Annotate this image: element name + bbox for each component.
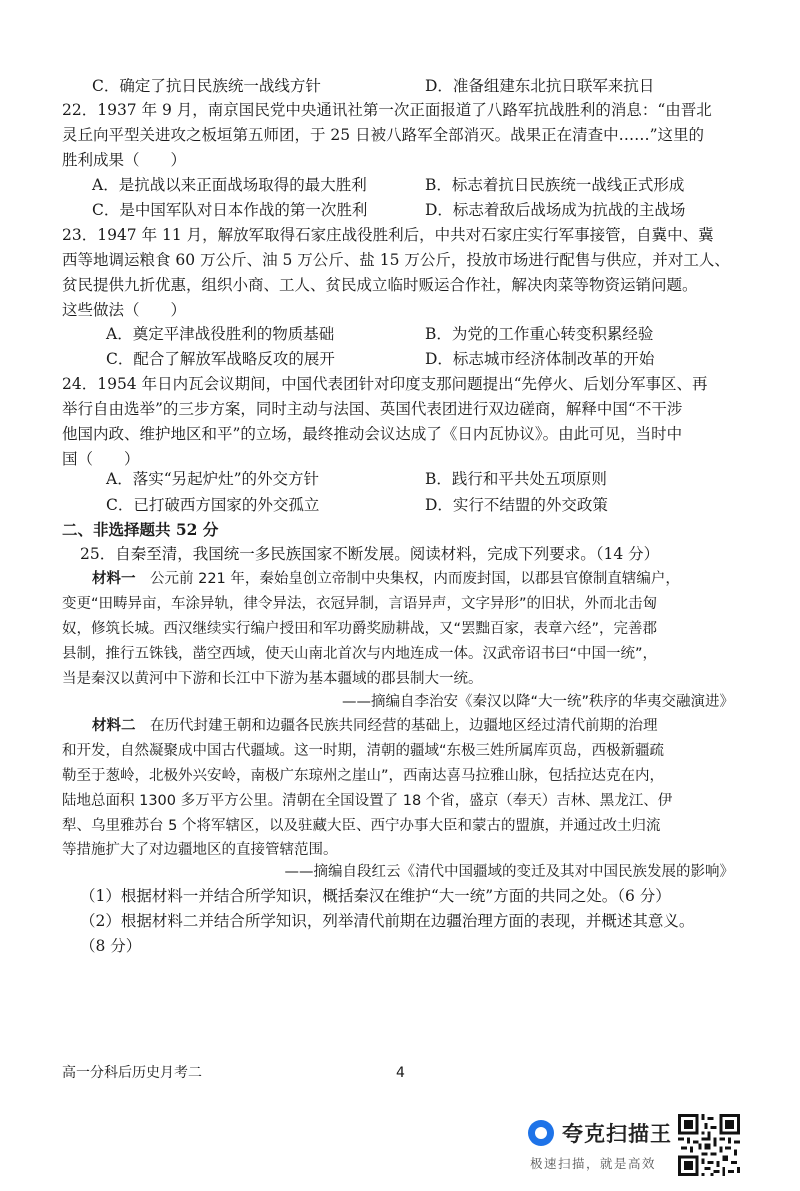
q24-stem-line-1: 24．1954 年日内瓦会议期间，中国代表团针对印度支那问题提出“先停火、后划分军事区、再 — [62, 375, 708, 393]
q22-option-a: A．是抗战以来正面战场取得的最大胜利 — [92, 176, 367, 194]
q24-option-a: A．落实“另起炉灶”的外交方针 — [106, 470, 320, 488]
q24-stem-line-4: 国（ ） — [62, 450, 140, 468]
q23-option-c: C．配合了解放军战略反攻的展开 — [106, 350, 335, 368]
q25-subquestion-2-points: （8 分） — [80, 937, 142, 955]
q23-option-a: A．奠定平津战役胜利的物质基础 — [106, 325, 335, 343]
material-1-label: 材料一 — [92, 571, 136, 587]
q22-option-c: C．是中国军队对日本作战的第一次胜利 — [92, 201, 368, 219]
q25-subquestion-2: （2）根据材料二并结合所学知识，列举清代前期在边疆治理方面的表现，并概述其意义。 — [80, 912, 695, 930]
q23-option-b: B．为党的工作重心转变积累经验 — [425, 325, 654, 343]
material-2-line-6: 等措施扩大了对边疆地区的直接管辖范围。 — [62, 842, 338, 858]
material-2-source: ——摘编自段红云《清代中国疆域的变迁及其对中国民族发展的影响》 — [284, 864, 734, 880]
material-1-line-1 — [92, 567, 680, 591]
q23-stem-line-3: 贫民提供九折优惠，组织小商、工人、贫民成立临时贩运合作社，解决肉菜等物资运销问题。 — [62, 276, 698, 294]
q22-stem-line-2: 灵丘向平型关进攻之板垣第五师团，于 25 日被八路军全部消灭。战果正在清查中……”这里的 — [62, 126, 705, 144]
material-2-line-2: 和开发，自然凝聚成中国古代疆域。这一时期，清朝的疆域“东极三姓所属库页岛，西极新疆疏 — [62, 743, 665, 759]
q24-option-c: C．已打破西方国家的外交孤立 — [106, 496, 320, 514]
q25-intro: 25．自秦至清，我国统一多民族国家不断发展。阅读材料，完成下列要求。（14 分） — [80, 545, 660, 563]
material-2-text: 在历代封建王朝和边疆各民族共同经营的基础上，边疆地区经过清代前期的治理 — [135, 718, 658, 734]
material-1-source: ——摘编自李治安《秦汉以降“大一统”秩序的华夷交融演进》 — [341, 694, 734, 710]
material-1-line-5: 当是秦汉以黄河中下游和长江中下游为基本疆域的郡县制大一统。 — [62, 671, 483, 687]
q22-option-d: D．标志着敌后战场成为抗战的主战场 — [425, 201, 686, 219]
q23-stem-line-2: 西等地调运粮食 60 万公斤、油 5 万公斤、盐 15 万公斤，投放市场进行配售与供应，并对工人、 — [62, 251, 730, 269]
material-1-line-2: 变更“田畴异亩，车涂异轨，律令异法，衣冠异制，言语异声，文字异形”的旧状，外而北击匈 — [62, 596, 658, 612]
q21-option-c: C．确定了抗日民族统一战线方针 — [92, 77, 321, 95]
q22-stem-line-3: 胜利成果（ ） — [62, 151, 187, 169]
q21-option-d: D．准备组建东北抗日联军来抗日 — [425, 77, 655, 95]
q25-subquestion-1: （1）根据材料一并结合所学知识，概括秦汉在维护“大一统”方面的共同之处。（6 分） — [80, 887, 671, 905]
q23-option-d: D．标志城市经济体制改革的开始 — [425, 350, 655, 368]
q22-stem-line-1: 22．1937 年 9 月，南京国民党中央通讯社第一次正面报道了八路军抗战胜利的消息：“由晋北 — [62, 101, 712, 119]
q22-option-b: B．标志着抗日民族统一战线正式形成 — [425, 176, 685, 194]
q23-stem-line-1: 23．1947 年 11 月，解放军取得石家庄战役胜利后，中共对石家庄实行军事接管，自冀中、冀 — [62, 226, 714, 244]
scanner-brand: 夸克扫描王 — [562, 1122, 672, 1146]
material-2-line-5: 犁、乌里雅苏台 5 个将军辖区，以及驻藏大臣、西宁办事大臣和蒙古的盟旗，并通过改土归流 — [62, 818, 661, 834]
footer-exam-name: 高一分科后历史月考二 — [62, 1065, 202, 1081]
footer-page-number: 4 — [396, 1065, 405, 1081]
material-1-line-4: 县制，推行五铢钱，凿空西域，使天山南北首次与内地连成一体。汉武帝诏书曰“中国一统”， — [62, 646, 658, 662]
q24-stem-line-2: 举行自由选举”的三步方案，同时主动与法国、英国代表团进行双边磋商，解释中国“不干涉 — [62, 400, 683, 418]
section-heading: 二、非选择题共 52 分 — [62, 520, 219, 539]
scanner-logo-icon — [528, 1120, 554, 1146]
scanner-slogan: 极速扫描，就是高效 — [530, 1156, 657, 1171]
q24-option-b: B．践行和平共处五项原则 — [425, 470, 607, 488]
q24-stem-line-3: 他国内政、维护地区和平”的立场，最终推动会议达成了《日内瓦协议》。由此可见，当时中 — [62, 425, 683, 443]
material-2-line-4: 陆地总面积 1300 多万平方公里。清朝在全国设置了 18 个省，盛京（奉天）吉林、黑龙江、伊 — [62, 793, 673, 809]
material-2-line-1 — [92, 714, 658, 738]
q24-option-d: D．实行不结盟的外交政策 — [425, 496, 608, 514]
material-2-label: 材料二 — [92, 718, 136, 734]
material-1-text: 公元前 221 年，秦始皇创立帝制中央集权，内而废封国，以郡县官僚制直辖编户， — [135, 571, 680, 587]
q23-stem-line-4: 这些做法（ ） — [62, 301, 187, 319]
material-1-line-3: 奴，修筑长城。西汉继续实行编户授田和军功爵奖励耕战，又“罢黜百家，表章六经”，完善郡 — [62, 621, 658, 637]
qr-code-icon — [678, 1114, 740, 1176]
material-2-line-3: 勒至于葱岭，北极外兴安岭，南极广东琼州之崖山”，西南达喜马拉雅山脉，包括拉达克在内， — [62, 768, 665, 784]
